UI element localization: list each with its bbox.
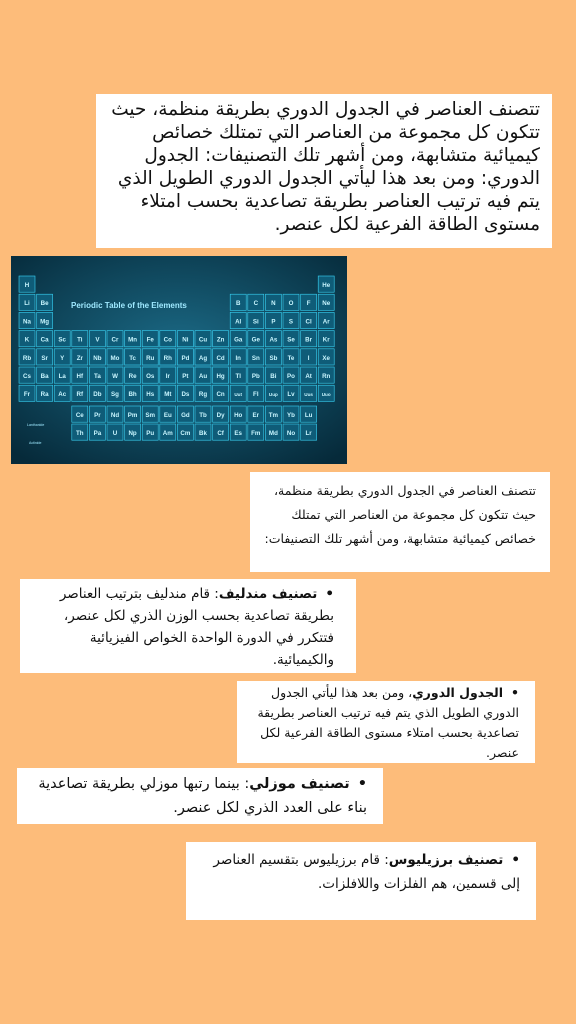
element-symbol: Nd (110, 412, 120, 419)
element-symbol: Pd (181, 354, 190, 362)
element-symbol: He (322, 282, 331, 289)
element-symbol: In (235, 354, 241, 362)
element-symbol: Ar (322, 318, 330, 326)
element-symbol: Zr (76, 354, 83, 362)
element-symbol: Sc (58, 336, 66, 344)
element-symbol: Er (252, 412, 260, 419)
element-symbol: Lu (304, 412, 313, 419)
element-symbol: Np (128, 430, 137, 437)
element-cell (301, 385, 317, 401)
element-cell (301, 349, 317, 365)
element-cell (37, 294, 53, 310)
element-symbol: Yb (287, 412, 295, 419)
element-symbol: Sg (111, 391, 119, 399)
actinide-label: Actinide (29, 441, 42, 445)
element-cell (72, 331, 88, 347)
element-symbol: Ge (251, 336, 260, 344)
element-cell (265, 312, 281, 328)
element-symbol: V (95, 336, 100, 344)
element-cell (195, 367, 211, 383)
element-symbol: Br (305, 336, 313, 344)
element-cell (318, 276, 334, 292)
element-symbol: Uut (234, 392, 243, 398)
element-cell (72, 406, 88, 422)
element-cell (177, 406, 193, 422)
element-cell (160, 331, 176, 347)
element-symbol: Kr (322, 336, 330, 344)
element-cell (230, 385, 246, 401)
element-cell (265, 424, 281, 440)
element-cell (89, 349, 105, 365)
element-symbol: N (271, 300, 276, 308)
element-symbol: Fl (253, 391, 259, 399)
element-cell (318, 312, 334, 328)
element-symbol: Re (128, 373, 137, 380)
element-symbol: La (58, 373, 66, 380)
element-cell (195, 349, 211, 365)
element-cell (283, 331, 299, 347)
element-cell (195, 424, 211, 440)
element-symbol: Pm (127, 412, 138, 419)
element-symbol: Md (268, 430, 278, 437)
element-symbol: Co (163, 336, 172, 344)
element-cell (72, 367, 88, 383)
element-symbol: Rh (163, 354, 172, 362)
element-cell (107, 367, 123, 383)
element-cell (107, 406, 123, 422)
element-symbol: Sn (251, 354, 260, 362)
element-symbol: Ho (234, 412, 243, 419)
section-intro-card (250, 472, 550, 572)
element-cell (37, 312, 53, 328)
element-cell (72, 349, 88, 365)
element-cell (213, 349, 229, 365)
intro-text-card (96, 94, 552, 248)
element-symbol: Tb (199, 412, 207, 419)
element-symbol: Cu (198, 336, 208, 344)
element-cell (107, 424, 123, 440)
element-cell (125, 367, 141, 383)
element-cell (283, 312, 299, 328)
element-symbol: Mn (128, 336, 138, 344)
element-cell (89, 406, 105, 422)
element-symbol: Cd (216, 354, 225, 362)
element-symbol: Ni (182, 336, 189, 344)
element-cell (301, 367, 317, 383)
element-cell (195, 406, 211, 422)
element-cell (160, 349, 176, 365)
element-cell (230, 312, 246, 328)
element-symbol: Bi (270, 373, 277, 380)
element-cell (265, 385, 281, 401)
item-text: : قام مندليف بترتيب العناصر بطريقة تصاعدية بحسب الوزن الذري لكل عنصر، فتتكرر في الدورة الواحدة الخواص الفيزيائية والكيميائية. (59, 586, 334, 668)
element-symbol: Y (60, 354, 65, 362)
element-cell (107, 331, 123, 347)
element-symbol: Mt (164, 391, 172, 399)
element-cell (283, 385, 299, 401)
lanthanide-label: Lanthanide (27, 423, 45, 427)
item-text: : قام برزيليوس بتقسيم العناصر إلى قسمين، هم الفلزات واللافلزات. (213, 852, 520, 892)
element-cell (213, 406, 229, 422)
element-cell (125, 385, 141, 401)
element-cell (107, 385, 123, 401)
element-cell (177, 424, 193, 440)
element-cell (19, 349, 35, 365)
element-cell (89, 331, 105, 347)
element-cell (142, 367, 158, 383)
element-cell (213, 424, 229, 440)
element-cell (142, 385, 158, 401)
element-symbol: Tl (235, 373, 241, 380)
element-cell (230, 349, 246, 365)
element-symbol: Dy (216, 412, 225, 419)
element-symbol: Ir (165, 373, 170, 380)
element-cell (248, 367, 264, 383)
element-symbol: Tm (268, 412, 279, 419)
element-symbol: Bh (128, 391, 137, 399)
element-symbol: K (24, 336, 30, 344)
bullet-icon: • (325, 586, 334, 602)
item-text: : بينما رتبها موزلي بطريقة تصاعدية بناء على العدد الذري لكل عنصر. (38, 776, 367, 816)
element-cell (301, 331, 317, 347)
element-cell (265, 294, 281, 310)
element-cell (248, 349, 264, 365)
element-cell (177, 331, 193, 347)
element-symbol: Fm (251, 430, 261, 437)
element-cell (160, 367, 176, 383)
element-symbol: Rg (198, 391, 208, 399)
element-symbol: Es (234, 430, 242, 437)
element-symbol: Ta (94, 373, 101, 380)
element-symbol: Os (146, 373, 155, 380)
section-intro-text: تتصنف العناصر في الجدول الدوري بطريقة منظمة، حيث تتكون كل مجموعة من العناصر التي تمتلك خصائص كيميائية متشابهة، ومن أشهر تلك التصنيفات: (264, 483, 536, 546)
element-symbol: Ds (181, 391, 190, 399)
element-cell (301, 406, 317, 422)
element-cell (301, 424, 317, 440)
element-cell (54, 385, 70, 401)
element-cell (301, 294, 317, 310)
element-cell (283, 294, 299, 310)
element-symbol: Am (162, 430, 173, 437)
element-symbol: U (112, 430, 118, 437)
element-symbol: Si (252, 318, 259, 326)
element-cell (19, 276, 35, 292)
element-symbol: Pa (93, 430, 102, 437)
list-item (20, 579, 356, 673)
element-cell (125, 331, 141, 347)
element-symbol: Ce (75, 412, 84, 419)
element-cell (195, 385, 211, 401)
element-symbol: Ru (146, 354, 155, 362)
element-cell (230, 424, 246, 440)
list-item (17, 768, 383, 824)
element-cell (318, 331, 334, 347)
element-cell (19, 331, 35, 347)
element-cell (19, 367, 35, 383)
element-cell (283, 367, 299, 383)
element-cell (54, 349, 70, 365)
element-cell (248, 331, 264, 347)
element-cell (37, 385, 53, 401)
element-symbol: Cr (111, 336, 119, 344)
element-cell (213, 331, 229, 347)
element-symbol: Au (198, 373, 208, 380)
item-title: تصنيف برزيليوس (388, 852, 504, 868)
element-cell (213, 367, 229, 383)
element-cell (318, 294, 334, 310)
element-symbol: Rf (76, 391, 84, 399)
element-symbol: Rn (322, 373, 331, 380)
element-symbol: Lv (287, 391, 295, 399)
intro-text: تتصنف العناصر في الجدول الدوري بطريقة منظمة، حيث تتكون كل مجموعة من العناصر التي تمتلك خصائص كيميائية متشابهة، ومن أشهر تلك التصنيفات: الجدول الدوري: ومن بعد هذا ليأتي الجدول الدوري الطويل الذي يتم فيه ترتيب العناصر بطريقة تصاعدية بحسب امتلاء مستوى الطاقة الفرعية لكل عنصر. (111, 99, 540, 235)
element-cell (89, 385, 105, 401)
element-cell (318, 385, 334, 401)
element-cell (230, 406, 246, 422)
element-cell (72, 424, 88, 440)
element-symbol: Cs (23, 373, 31, 380)
element-symbol: Mo (110, 354, 120, 362)
element-cell (230, 367, 246, 383)
element-cell (89, 424, 105, 440)
element-symbol: Fr (23, 391, 31, 399)
element-symbol: Cl (305, 318, 312, 326)
element-symbol: O (288, 300, 294, 308)
element-symbol: Uuo (321, 392, 331, 398)
element-cell (248, 406, 264, 422)
element-symbol: P (271, 318, 276, 326)
element-symbol: Ca (40, 336, 49, 344)
element-cell (107, 349, 123, 365)
element-symbol: Pb (251, 373, 260, 380)
element-symbol: C (253, 300, 259, 308)
element-cell (248, 424, 264, 440)
element-symbol: Po (287, 373, 295, 380)
element-symbol: Ag (198, 354, 208, 362)
element-symbol: Zn (216, 336, 225, 344)
element-cell (195, 331, 211, 347)
bullet-icon: • (511, 685, 519, 700)
element-cell (230, 331, 246, 347)
element-cell (177, 385, 193, 401)
element-symbol: Be (40, 300, 49, 308)
element-cell (19, 294, 35, 310)
element-symbol: W (112, 373, 118, 380)
element-symbol: Hs (146, 391, 155, 399)
element-symbol: Se (287, 336, 295, 344)
element-symbol: I (307, 354, 310, 362)
element-symbol: Uup (268, 392, 278, 398)
item-title: تصنيف مندليف (218, 586, 318, 602)
element-cell (142, 406, 158, 422)
element-symbol: Pu (146, 430, 155, 437)
element-symbol: H (24, 282, 30, 289)
item-title: تصنيف موزلي (249, 776, 350, 792)
element-cell (283, 406, 299, 422)
element-cell (72, 385, 88, 401)
element-cell (213, 385, 229, 401)
element-cell (142, 349, 158, 365)
element-symbol: Ba (40, 373, 49, 380)
element-symbol: At (305, 373, 312, 380)
element-cell (265, 331, 281, 347)
element-cell (301, 312, 317, 328)
element-symbol: Na (23, 318, 31, 326)
element-cell (283, 349, 299, 365)
element-cell (177, 349, 193, 365)
element-cell (160, 385, 176, 401)
element-symbol: Fe (146, 336, 154, 344)
element-symbol: Sr (41, 354, 48, 362)
element-symbol: Ac (58, 391, 67, 399)
element-cell (318, 349, 334, 365)
element-symbol: Sb (269, 354, 278, 362)
element-symbol: Th (76, 430, 84, 437)
element-symbol: B (235, 300, 241, 308)
element-cell (19, 385, 35, 401)
element-symbol: Cf (217, 430, 224, 437)
element-cell (177, 367, 193, 383)
element-symbol: Gd (181, 412, 190, 419)
bullet-icon: • (511, 852, 520, 868)
element-symbol: As (269, 336, 278, 344)
element-cell (265, 406, 281, 422)
element-symbol: Db (93, 391, 102, 399)
element-symbol: Li (24, 300, 30, 308)
element-symbol: Xe (322, 354, 330, 362)
element-cell (125, 349, 141, 365)
element-cell (265, 367, 281, 383)
element-symbol: Pt (182, 373, 189, 380)
element-symbol: Hg (216, 373, 225, 380)
element-symbol: S (288, 318, 294, 326)
element-symbol: Ra (40, 391, 49, 399)
element-symbol: F (306, 300, 311, 308)
element-cell (142, 424, 158, 440)
element-symbol: Cn (216, 391, 225, 399)
list-item (186, 842, 536, 920)
element-symbol: Uus (304, 392, 313, 398)
element-cell (125, 424, 141, 440)
element-symbol: Hf (76, 373, 84, 380)
element-symbol: Bk (199, 430, 207, 437)
element-cell (160, 406, 176, 422)
element-symbol: Cm (180, 430, 191, 437)
list-item (237, 681, 535, 763)
element-cell (318, 367, 334, 383)
element-symbol: Al (235, 318, 242, 326)
element-symbol: Te (287, 354, 295, 362)
item-text: ، ومن بعد هذا ليأتي الجدول الدوري الطويل الذي يتم فيه ترتيب العناصر بطريقة تصاعدية بحسب امتلاء مستوى الطاقة الفرعية لكل عنصر. (257, 685, 519, 760)
element-cell (125, 406, 141, 422)
element-symbol: Pr (94, 412, 101, 419)
element-symbol: Mg (40, 318, 50, 326)
element-cell (283, 424, 299, 440)
element-symbol: Sm (145, 412, 156, 419)
element-symbol: Eu (163, 412, 172, 419)
element-cell (160, 424, 176, 440)
element-symbol: Ga (234, 336, 243, 344)
element-cell (19, 312, 35, 328)
element-symbol: Ne (322, 300, 331, 308)
element-cell (54, 331, 70, 347)
element-cell (248, 312, 264, 328)
element-cell (248, 385, 264, 401)
element-symbol: Nb (93, 354, 102, 362)
item-title: الجدول الدوري (412, 685, 503, 700)
element-symbol: Tc (129, 354, 136, 362)
element-symbol: Lr (305, 430, 312, 437)
periodic-table-title: Periodic Table of the Elements (71, 301, 187, 310)
bullet-icon: • (357, 776, 367, 792)
element-cell (54, 367, 70, 383)
element-cell (265, 349, 281, 365)
element-cell (248, 294, 264, 310)
element-symbol: No (286, 430, 296, 437)
element-symbol: Ti (77, 336, 83, 344)
element-cell (230, 294, 246, 310)
element-cell (142, 331, 158, 347)
element-cell (37, 367, 53, 383)
element-symbol: Rb (22, 354, 32, 362)
element-cell (37, 349, 53, 365)
periodic-table-image (11, 256, 347, 464)
element-cell (37, 331, 53, 347)
element-cell (89, 367, 105, 383)
